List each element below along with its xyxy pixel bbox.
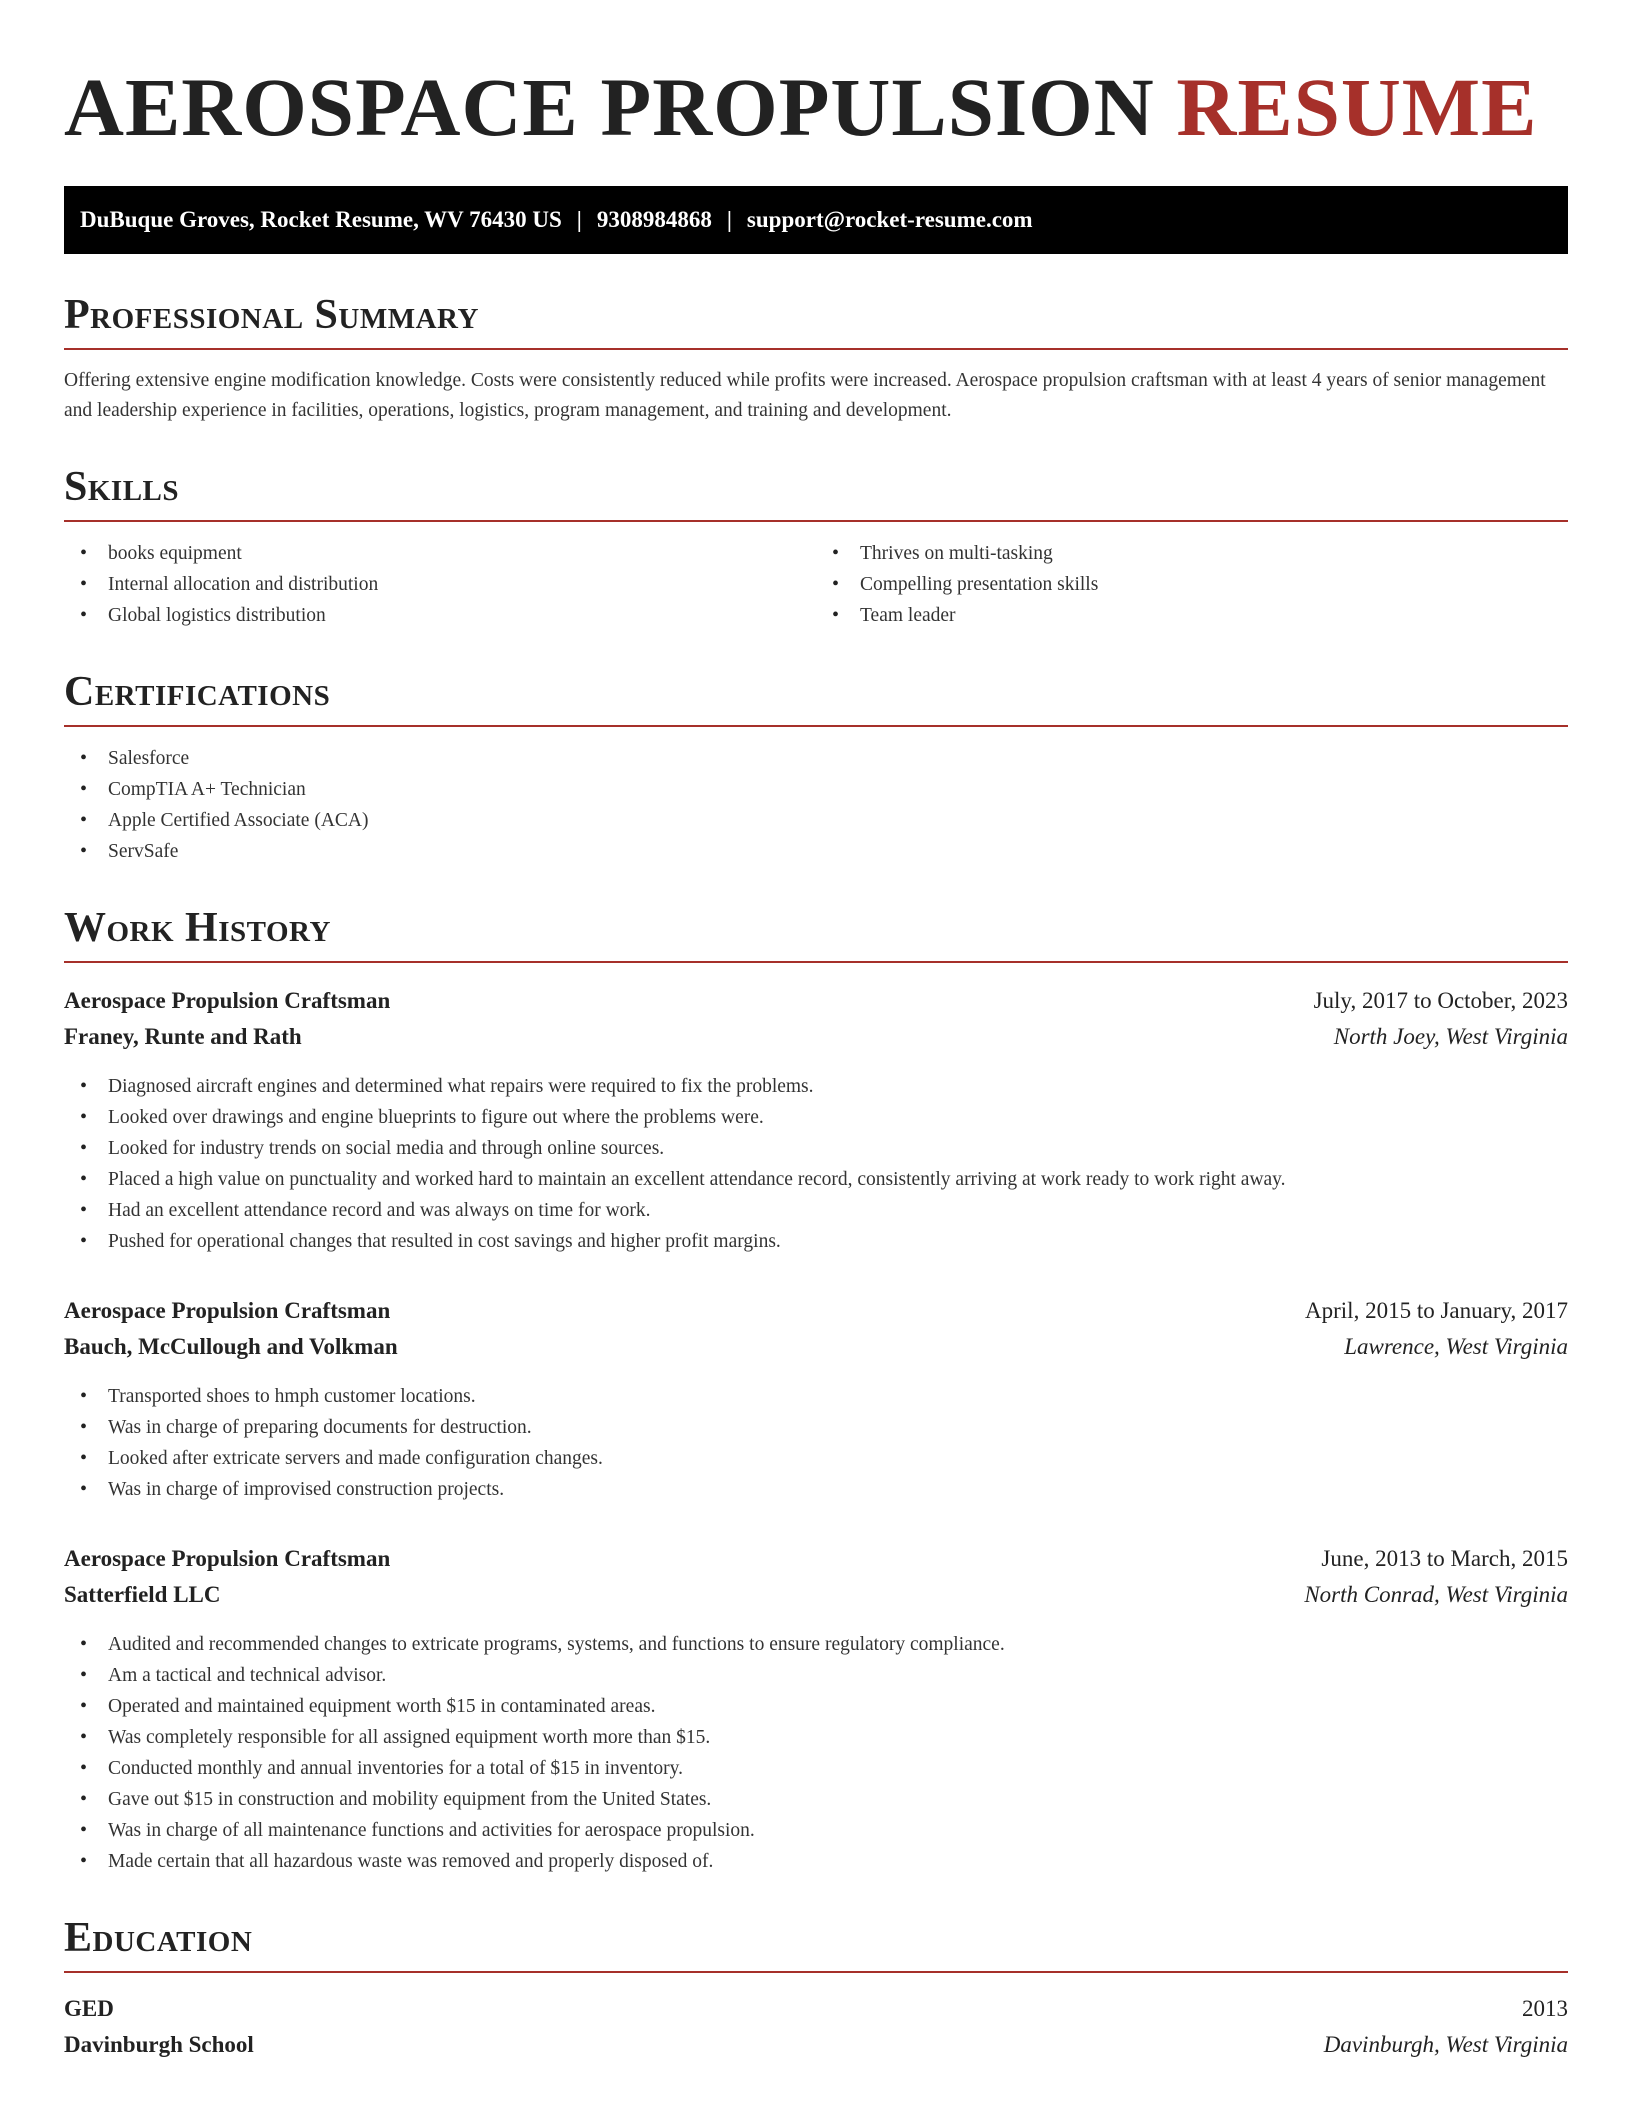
job-company: Franey, Runte and Rath	[64, 1024, 302, 1049]
job-bullets	[64, 1629, 1568, 1877]
education-heading: Education	[64, 1917, 1568, 1973]
certification-item: • Apple Certified Associate (ACA)	[64, 805, 1568, 836]
job-dates: July, 2017 to October, 2023	[1313, 988, 1568, 1013]
contact-phone: 9308984868	[596, 207, 712, 232]
job-bullet: • Was in charge of preparing documents for destruction.	[64, 1412, 1568, 1443]
job-location: North Conrad, West Virginia	[1304, 1582, 1568, 1607]
skills-grid	[64, 538, 1568, 631]
work-history-heading: Work History	[64, 907, 1568, 963]
contact-separator: |	[726, 207, 732, 232]
job-title: Aerospace Propulsion Craftsman	[64, 988, 391, 1013]
job-bullet: • Looked after extricate servers and made configuration changes.	[64, 1443, 1568, 1474]
skills-heading: Skills	[64, 466, 1568, 522]
job-bullet: • Diagnosed aircraft engines and determined what repairs were required to fix the problems.	[64, 1071, 1568, 1102]
certification-item: • ServSafe	[64, 836, 1568, 867]
education-degree: GED	[64, 1996, 114, 2021]
title-accent: RESUME	[1176, 61, 1538, 153]
job-bullet: • Looked over drawings and engine blueprints to figure out where the problems were.	[64, 1102, 1568, 1133]
certifications-section	[64, 671, 1568, 867]
job-bullet: • Looked for industry trends on social media and through online sources.	[64, 1133, 1568, 1164]
job-dates: June, 2013 to March, 2015	[1321, 1546, 1568, 1571]
contact-separator: |	[576, 207, 582, 232]
certifications-heading: Certifications	[64, 671, 1568, 727]
job-bullet: • Am a tactical and technical advisor.	[64, 1660, 1568, 1691]
skills-list-right	[816, 538, 1568, 631]
summary-section	[64, 294, 1568, 426]
job-bullet: • Had an excellent attendance record and was always on time for work.	[64, 1195, 1568, 1226]
job-entry	[64, 1293, 1568, 1505]
job-location: Lawrence, West Virginia	[1344, 1334, 1568, 1359]
education-section	[64, 1917, 1568, 2063]
job-entry	[64, 1541, 1568, 1877]
education-entry	[64, 1991, 1568, 2063]
skill-item: • Thrives on multi-tasking	[816, 538, 1568, 569]
job-entry	[64, 983, 1568, 1257]
job-location: North Joey, West Virginia	[1333, 1024, 1568, 1049]
education-school: Davinburgh School	[64, 2032, 254, 2057]
job-bullet: • Made certain that all hazardous waste was removed and properly disposed of.	[64, 1846, 1568, 1877]
skill-item: • Compelling presentation skills	[816, 569, 1568, 600]
job-bullet: • Gave out $15 in construction and mobility equipment from the United States.	[64, 1784, 1568, 1815]
job-dates: April, 2015 to January, 2017	[1305, 1298, 1568, 1323]
skill-item: • Team leader	[816, 600, 1568, 631]
job-bullets	[64, 1381, 1568, 1505]
job-bullet: • Placed a high value on punctuality and worked hard to maintain an excellent attendance record, consistently arriving at work ready to work right away.	[64, 1164, 1568, 1195]
contact-bar	[64, 186, 1568, 254]
skills-list-left	[64, 538, 816, 631]
job-bullet: • Audited and recommended changes to extricate programs, systems, and functions to ensure regulatory compliance.	[64, 1629, 1568, 1660]
skill-item: • books equipment	[64, 538, 816, 569]
certifications-list	[64, 743, 1568, 867]
summary-heading: Professional Summary	[64, 294, 1568, 350]
job-company: Bauch, McCullough and Volkman	[64, 1334, 398, 1359]
resume-title	[64, 61, 1568, 166]
education-year: 2013	[1522, 1996, 1568, 2021]
job-bullet: • Was completely responsible for all assigned equipment worth more than $15.	[64, 1722, 1568, 1753]
job-title: Aerospace Propulsion Craftsman	[64, 1298, 391, 1323]
job-bullet: • Was in charge of all maintenance functions and activities for aerospace propulsion.	[64, 1815, 1568, 1846]
skills-section	[64, 466, 1568, 631]
job-bullet: • Transported shoes to hmph customer locations.	[64, 1381, 1568, 1412]
skill-item: • Global logistics distribution	[64, 600, 816, 631]
skill-item: • Internal allocation and distribution	[64, 569, 816, 600]
work-history-section	[64, 907, 1568, 1877]
contact-address: DuBuque Groves, Rocket Resume, WV 76430 US	[80, 207, 562, 232]
job-bullet: • Operated and maintained equipment worth $15 in contaminated areas.	[64, 1691, 1568, 1722]
job-bullet: • Conducted monthly and annual inventories for a total of $15 in inventory.	[64, 1753, 1568, 1784]
job-bullet: • Pushed for operational changes that resulted in cost savings and higher profit margins.	[64, 1226, 1568, 1257]
education-location: Davinburgh, West Virginia	[1323, 2032, 1568, 2057]
contact-email: support@rocket-resume.com	[746, 207, 1033, 232]
summary-text: Offering extensive engine modification knowledge. Costs were consistently reduced while profits were increased. Aerospace propulsion craftsman with at least 4 years of senior management and leadership experience in facilities, operations, logistics, program management, and training and development.	[64, 370, 1546, 421]
job-title: Aerospace Propulsion Craftsman	[64, 1546, 391, 1571]
job-company: Satterfield LLC	[64, 1582, 221, 1607]
title-main: AEROSPACE PROPULSION	[64, 61, 1155, 153]
certification-item: • CompTIA A+ Technician	[64, 774, 1568, 805]
job-bullets	[64, 1071, 1568, 1257]
certification-item: • Salesforce	[64, 743, 1568, 774]
job-bullet: • Was in charge of improvised construction projects.	[64, 1474, 1568, 1505]
